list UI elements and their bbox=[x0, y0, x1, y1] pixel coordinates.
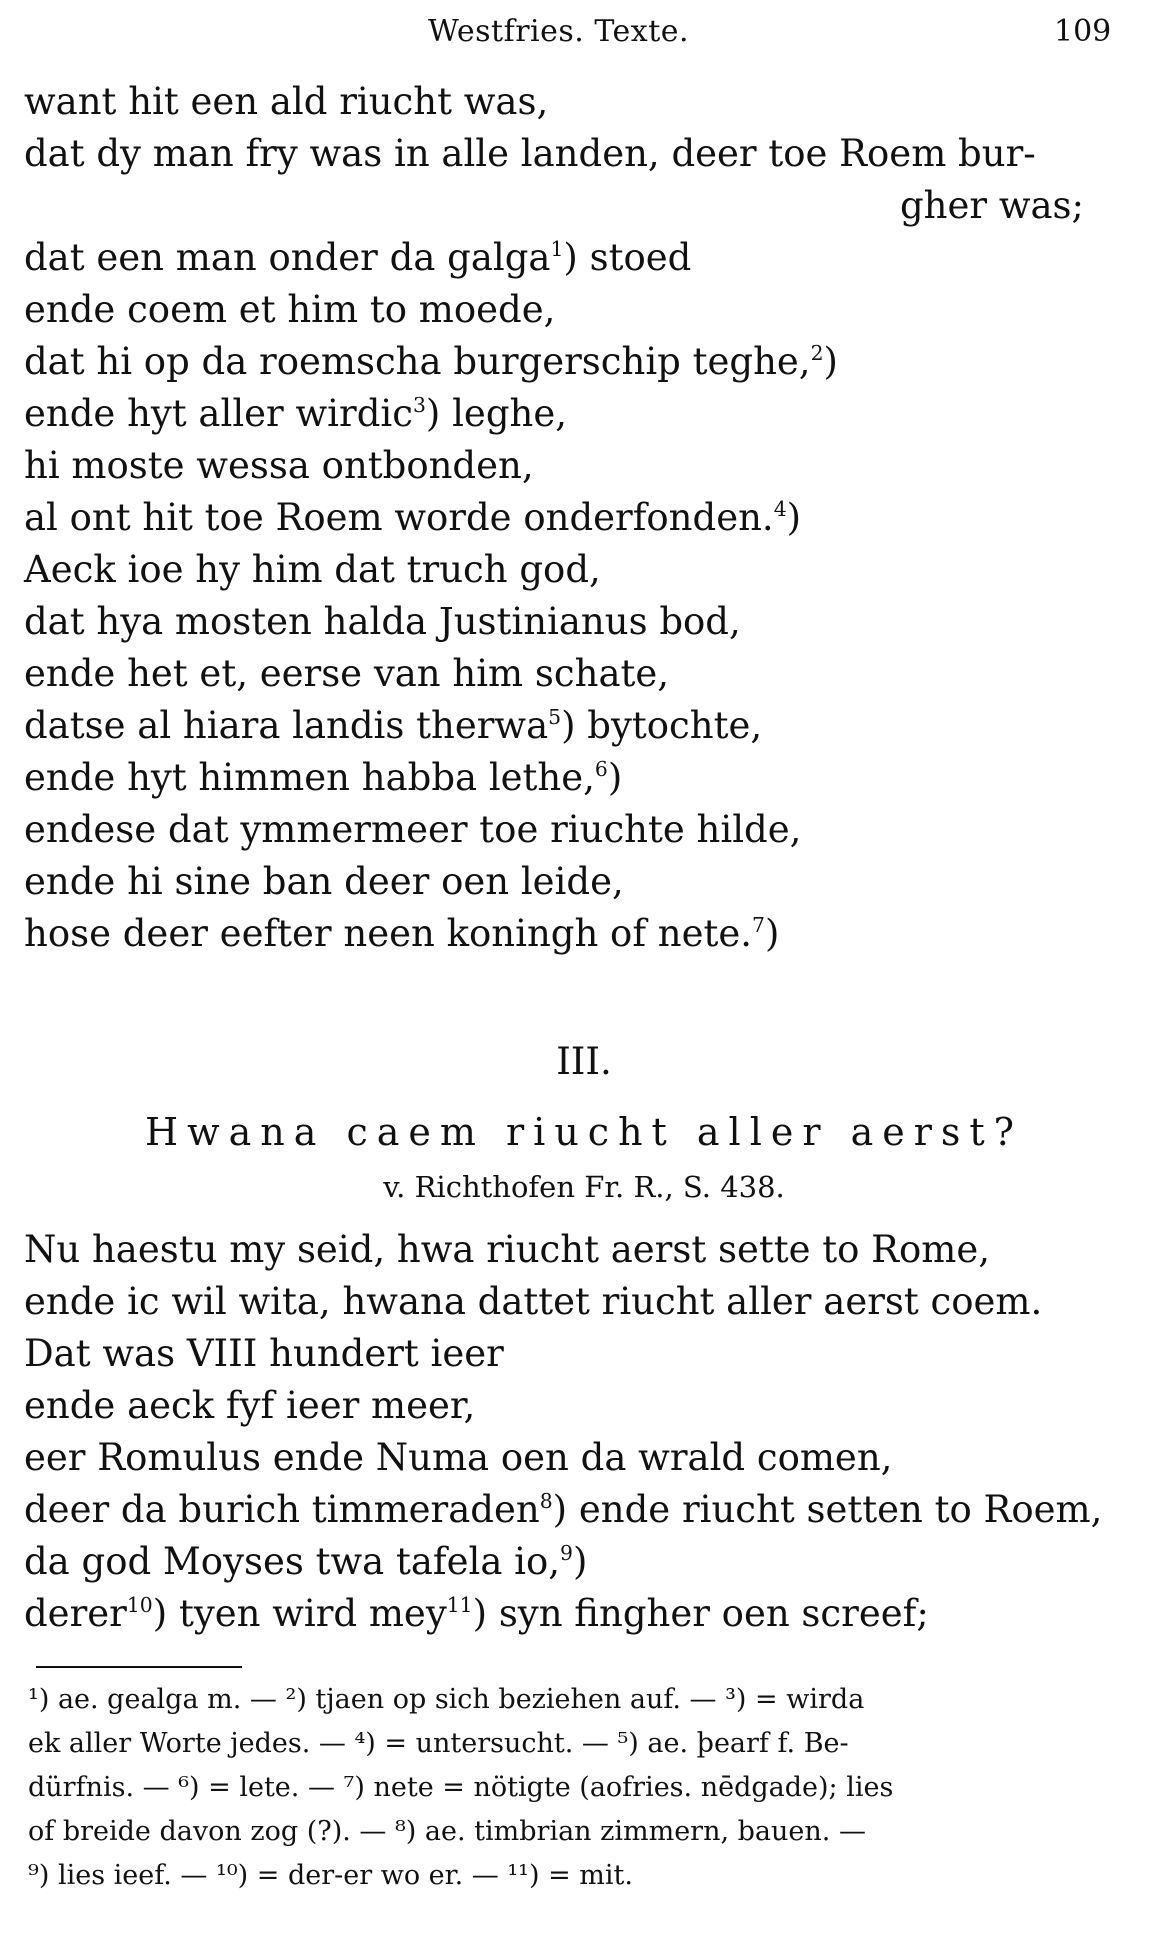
verse-text-cont: bytochte, bbox=[575, 704, 763, 747]
verse-text: ende het et, eerse van him schate, bbox=[24, 652, 670, 695]
verse-line: datse al hiara landis therwa$^5$) bytochte, bbox=[24, 704, 763, 747]
verse-text: ende hi sine ban deer oen leide, bbox=[24, 860, 624, 903]
footnote-line: ¹) ae. gealga m. — ²) tjaen op sich beziehen auf. — ³) = wirda bbox=[28, 1684, 865, 1715]
verse-line: derer$^{10}$) tyen wird mey$^{11}$) syn fingher oen screef; bbox=[24, 1592, 929, 1635]
footnote-marker: 11 bbox=[446, 1592, 473, 1617]
verse-line bbox=[24, 1276, 1134, 1328]
verse-text: ende aeck fyf ieer meer, bbox=[24, 1384, 476, 1427]
verse-text: endese dat ymmermeer toe riuchte hilde, bbox=[24, 808, 802, 851]
verse-line: ende hyt aller wirdic$^3$) leghe, bbox=[24, 392, 567, 435]
verse-text: want hit een ald riucht was, bbox=[24, 80, 549, 123]
verse-text: ende coem et him to moede, bbox=[24, 288, 556, 331]
verse-text-cont: ende riucht setten to Roem, bbox=[567, 1488, 1103, 1531]
verse-line bbox=[24, 76, 1134, 128]
footnote-rule bbox=[36, 1666, 242, 1668]
footnote-marker: 7 bbox=[752, 912, 765, 937]
footnote-marker: 9 bbox=[560, 1540, 573, 1565]
verse-text: al ont hit toe Roem worde onderfonden. bbox=[24, 496, 774, 539]
verse-line: hose deer eefter neen koningh of nete.$^7$) bbox=[24, 912, 780, 955]
verse-line: ende hyt himmen habba lethe,$^6$) bbox=[24, 756, 623, 799]
verse-line bbox=[24, 648, 1134, 700]
verse-text: deer da burich timmeraden bbox=[24, 1488, 540, 1531]
footnote-line: dürfnis. — ⁶) = lete. — ⁷) nete = nötigte (aofries. nēdgade); lies bbox=[28, 1772, 894, 1803]
verse-line bbox=[24, 180, 1134, 232]
verse-text-cont: tyen wird mey bbox=[167, 1592, 447, 1635]
verse-line: dat hi op da roemscha burgerschip teghe,$^2$) bbox=[24, 340, 838, 383]
verse-text: datse al hiara landis therwa bbox=[24, 704, 549, 747]
verse-text-cont: syn fingher oen screef; bbox=[487, 1592, 929, 1635]
verse-line: da god Moyses twa tafela io,$^9$) bbox=[24, 1540, 588, 1583]
footnote-marker: 1 bbox=[550, 236, 564, 261]
footnote-marker: 6 bbox=[594, 756, 608, 781]
footnote-line: ⁹) lies ieef. — ¹⁰) = der-er wo er. — ¹¹) = mit. bbox=[28, 1860, 633, 1891]
running-title: Westfries. Texte. bbox=[428, 14, 690, 49]
verse-line: al ont hit toe Roem worde onderfonden.$^4$) bbox=[24, 496, 802, 539]
section-number: III. bbox=[556, 1040, 612, 1083]
verse-text: da god Moyses twa tafela io, bbox=[24, 1540, 561, 1583]
verse-text: ende ic wil wita, hwana dattet riucht aller aerst coem. bbox=[24, 1280, 1043, 1323]
footnote-marker: 3 bbox=[412, 392, 426, 417]
verse-text: Dat was VIII hundert ieer bbox=[24, 1332, 504, 1375]
footnote-marker: 8 bbox=[539, 1488, 553, 1513]
verse-text: ende hyt himmen habba lethe, bbox=[24, 756, 595, 799]
verse-text: dat dy man fry was in alle landen, deer toe Roem bur- bbox=[24, 132, 1036, 175]
footnote-line: ek aller Worte jedes. — ⁴) = untersucht. — ⁵) ae. þearf f. Be- bbox=[28, 1728, 849, 1759]
verse-line bbox=[24, 128, 1134, 180]
verse-line bbox=[24, 1380, 1134, 1432]
verse-line bbox=[24, 284, 1134, 336]
verse-text-cont: leghe, bbox=[440, 392, 567, 435]
verse-text: Nu haestu my seid, hwa riucht aerst sette to Rome, bbox=[24, 1228, 991, 1271]
running-header bbox=[0, 8, 1168, 58]
verse-line bbox=[24, 1328, 1134, 1380]
verse-block-2 bbox=[24, 1224, 1134, 1640]
footnote-line: of breide davon zog (?). — ⁸) ae. timbrian zimmern, bauen. — bbox=[28, 1816, 866, 1847]
section-title: Hwana caem riucht aller aerst? bbox=[144, 1110, 1024, 1154]
verse-text: eer Romulus ende Numa oen da wrald comen, bbox=[24, 1436, 893, 1479]
verse-text: hi moste wessa ontbonden, bbox=[24, 444, 534, 487]
verse-text: dat hi op da roemscha burgerschip teghe, bbox=[24, 340, 811, 383]
footnote-marker: 2 bbox=[810, 340, 824, 365]
verse-line: dat een man onder da galga$^1$) stoed bbox=[24, 236, 692, 279]
verse-line bbox=[24, 1432, 1134, 1484]
verse-line bbox=[24, 440, 1134, 492]
verse-text: hose deer eefter neen koningh of nete. bbox=[24, 912, 753, 955]
verse-line bbox=[24, 1224, 1134, 1276]
verse-block-1 bbox=[24, 76, 1134, 960]
verse-text: dat hya mosten halda Justinianus bod, bbox=[24, 600, 741, 643]
footnote-marker: 4 bbox=[773, 496, 787, 521]
verse-line bbox=[24, 856, 1134, 908]
verse-text: derer bbox=[24, 1592, 127, 1635]
footnotes bbox=[28, 1678, 1126, 1898]
verse-line: deer da burich timmeraden$^8$) ende riucht setten to Roem, bbox=[24, 1488, 1103, 1531]
section-source: v. Richthofen Fr. R., S. 438. bbox=[383, 1170, 785, 1204]
verse-text: Aeck ioe hy him dat truch god, bbox=[24, 548, 601, 591]
verse-line bbox=[24, 804, 1134, 856]
verse-text: ende hyt aller wirdic bbox=[24, 392, 413, 435]
verse-line bbox=[24, 544, 1134, 596]
verse-line bbox=[24, 596, 1134, 648]
page-number: 109 bbox=[1054, 14, 1112, 49]
footnote-marker: 10 bbox=[126, 1592, 153, 1617]
verse-text-cont: stoed bbox=[577, 236, 692, 279]
verse-text: gher was; bbox=[899, 184, 1084, 227]
footnote-marker: 5 bbox=[548, 704, 562, 729]
verse-text: dat een man onder da galga bbox=[24, 236, 551, 279]
